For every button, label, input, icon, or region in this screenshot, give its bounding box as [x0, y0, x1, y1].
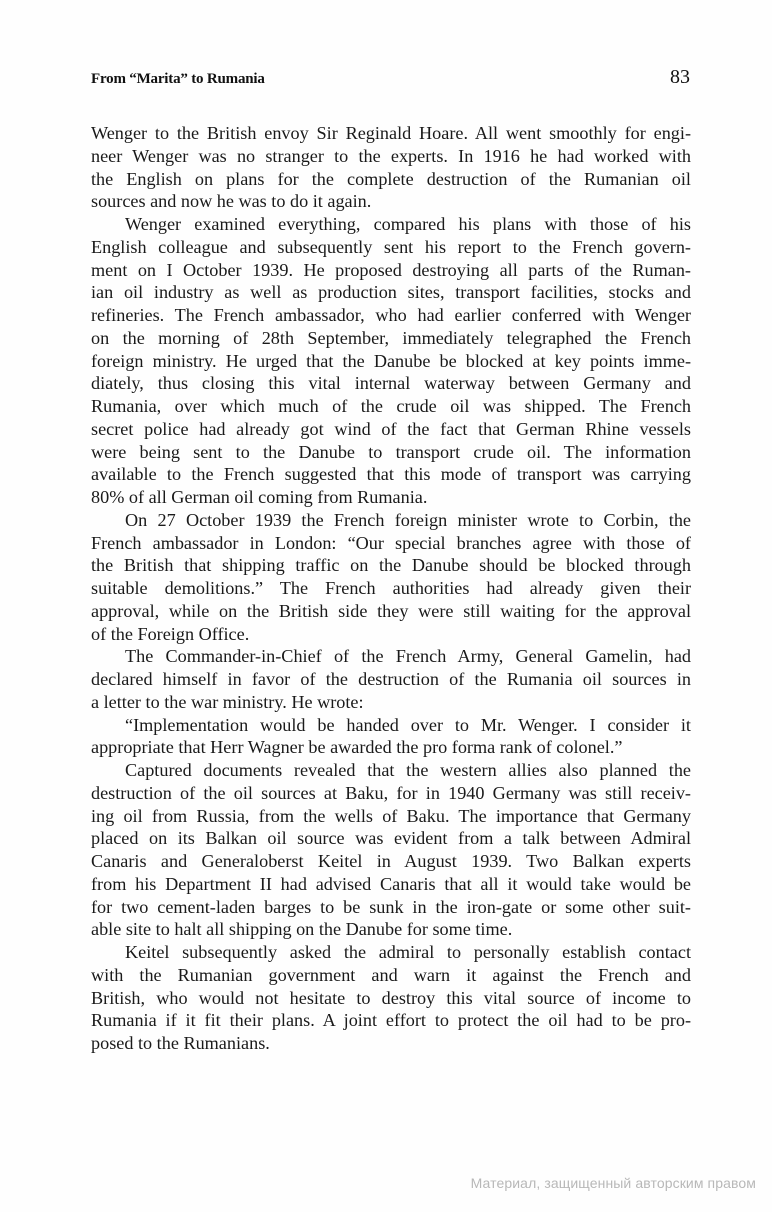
- text-line: ing oil from Russia, from the wells of Baku. The importance that Germany: [91, 805, 691, 826]
- text-line: Rumania, over which much of the crude oil was shipped. The French: [91, 396, 691, 416]
- text-line: ment on I October 1939. He proposed destroying all parts of the Ruman-: [91, 259, 691, 280]
- text-line: Canaris and Generaloberst Keitel in August 1939. Two Balkan experts: [91, 851, 691, 871]
- page-number: 83: [670, 66, 690, 88]
- text-line: English colleague and subsequently sent his report to the French govern-: [91, 236, 691, 257]
- text-line: sources and now he was to do it again.: [91, 191, 372, 212]
- text-line: with the Rumanian government and warn it against the French and: [91, 964, 691, 985]
- text-line: British, who would not hesitate to destroy this vital source of income to: [91, 987, 691, 1008]
- text-line: secret police had already got wind of the fact that German Rhine vessels: [91, 418, 691, 439]
- paragraph: [91, 213, 691, 509]
- paragraph: [91, 714, 691, 760]
- paragraph: [91, 122, 691, 213]
- text-line: appropriate that Herr Wagner be awarded the pro forma rank of colonel.”: [91, 737, 623, 758]
- text-line: On 27 October 1939 the French foreign minister wrote to Corbin, the: [125, 509, 691, 530]
- text-line: were being sent to the Danube to transport crude oil. The information: [91, 441, 691, 462]
- text-line: 80% of all German oil coming from Rumania.: [91, 487, 428, 507]
- text-line: foreign ministry. He urged that the Danube be blocked at key points imme-: [91, 350, 691, 371]
- text-line: diately, thus closing this vital internal waterway between Germany and: [91, 373, 691, 394]
- text-line: placed on its Balkan oil source was evident from a talk between Admiral: [91, 828, 691, 849]
- text-line: declared himself in favor of the destruction of the Rumania oil sources in: [91, 669, 691, 689]
- text-line: The Commander-in-Chief of the French Army, General Gamelin, had: [125, 646, 691, 667]
- text-line: approval, while on the British side they were still waiting for the approval: [91, 600, 691, 621]
- text-line: suitable demolitions.” The French authorities had already given their: [91, 578, 691, 598]
- text-line: Wenger examined everything, compared his plans with those of his: [125, 214, 691, 234]
- text-line: destruction of the oil sources at Baku, for in 1940 Germany was still receiv-: [91, 782, 691, 803]
- text-line: of the Foreign Office.: [91, 623, 250, 644]
- paragraph: [91, 509, 691, 646]
- text-line: Rumania if it fit their plans. A joint effort to protect the oil had to be pro-: [91, 1010, 691, 1031]
- paragraph: [91, 645, 691, 713]
- text-line: Keitel subsequently asked the admiral to personally establish contact: [125, 942, 691, 962]
- text-line: refineries. The French ambassador, who had earlier conferred with Wenger: [91, 305, 691, 325]
- text-line: Captured documents revealed that the western allies also planned the: [125, 760, 691, 780]
- text-line: on the morning of 28th September, immediately telegraphed the French: [91, 327, 691, 348]
- text-line: Wenger to the British envoy Sir Reginald Hoare. All went smoothly for engi-: [91, 123, 691, 143]
- text-line: the English on plans for the complete destruction of the Rumanian oil: [91, 168, 691, 189]
- text-line: French ambassador in London: “Our special branches agree with those of: [91, 532, 691, 553]
- text-line: able site to halt all shipping on the Danube for some time.: [91, 919, 513, 940]
- running-head-title: From “Marita” to Rumania: [91, 71, 265, 87]
- text-line: posed to the Rumanians.: [91, 1033, 270, 1053]
- text-line: available to the French suggested that this mode of transport was carrying: [91, 464, 691, 485]
- text-line: for two cement-laden barges to be sunk in the iron-gate or some other suit-: [91, 896, 691, 917]
- paragraph: [91, 941, 691, 1055]
- text-line: from his Department II had advised Canaris that all it would take would be: [91, 873, 691, 894]
- text-line: a letter to the war ministry. He wrote:: [91, 691, 364, 712]
- paragraph: [91, 759, 691, 941]
- text-line: ian oil industry as well as production sites, transport facilities, stocks and: [91, 282, 691, 303]
- body-text: [91, 122, 691, 1055]
- text-line: the British that shipping traffic on the Danube should be blocked through: [91, 555, 691, 576]
- text-line: “Implementation would be handed over to Mr. Wenger. I consider it: [125, 714, 691, 735]
- text-line: neer Wenger was no stranger to the experts. In 1916 he had worked with: [91, 145, 691, 166]
- copyright-watermark: Материал, защищенный авторским правом: [470, 1175, 756, 1191]
